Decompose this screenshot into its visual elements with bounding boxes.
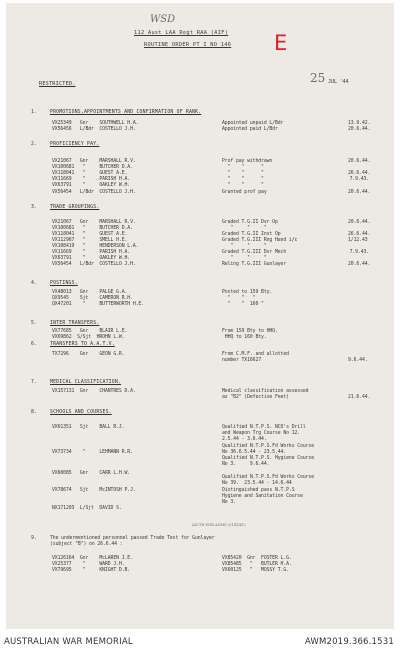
order-line: VX21067 Gnr MARSHALL R.V. [52, 220, 136, 225]
order-line: Distinguished pass N.T.P.S [222, 488, 295, 493]
order-line: " " 160 " [222, 302, 264, 307]
order-line: VX60085 Gnr CARR L.H.W. [52, 471, 131, 476]
handwritten-reference: WSD [150, 14, 176, 25]
order-line: Graded T.G.III Rng Hand i/c [222, 238, 298, 243]
order-line: HHQ to 160 Bty. [222, 335, 267, 340]
order-line: Graded T.G.II Dvr Op [222, 220, 278, 225]
red-letter-mark: E [274, 31, 288, 55]
order-line: 8. [31, 410, 37, 415]
order-line: TX7296 Gnr GEON G.R. [52, 352, 125, 357]
footer-source: AUSTRALIAN WAR MEMORIAL [4, 637, 133, 647]
footer-bar [0, 631, 400, 653]
order-line: as "B2" (Defective Feet) [222, 395, 289, 400]
order-line: VX77685 Gnr BLAIR L.E. [52, 329, 128, 334]
order-line: 1/12.43 [348, 238, 368, 243]
order-line: Graded T.G.III Dvr Mech [222, 250, 287, 255]
section-heading: PROFICIENCY PAY. [50, 142, 100, 147]
order-line: Graded T.G.II Inst Op [222, 232, 281, 237]
order-line: 5. [31, 321, 37, 326]
handwritten-authority-note: (AUTH FOR ADMS-2/141/41) [192, 523, 246, 527]
order-line: VX118041 " GUEST A.E. [52, 171, 128, 176]
order-line: VX126164 Gnr McLAREN J.E. [52, 556, 133, 561]
order-line: The undermentioned personnel passed Trade Test for Gunlayer [50, 536, 215, 541]
order-line: 3. [31, 205, 37, 210]
order-line: 7. [31, 380, 37, 385]
order-line: 20.6.44. [348, 220, 371, 225]
order-line: VX25349 Gnr SOUTHWELL H.A. [52, 121, 139, 126]
order-line: VX78674 Sjt McINTOSH P.J. [52, 488, 136, 493]
section-heading: PROMOTIONS,APPOINTMENTS AND CONFIRMATION OF RANK. [50, 110, 202, 115]
order-line: Prof pay withdrawn [222, 159, 273, 164]
order-line: 4. [31, 281, 37, 286]
order-line: Granted prof pay [222, 190, 267, 195]
section-heading: TRANSFERS TO A.A.T.V. [50, 342, 115, 347]
order-line: QX9545 Sjt CAMERON R.H. [52, 296, 133, 301]
order-line: " " " [222, 183, 264, 188]
order-line: VX63791 " OAKLEY W.H. [52, 256, 131, 261]
order-line: VX100681 " BUTCHER D.A. [52, 226, 133, 231]
order-line: VX48013 Gnr PALGE G.A. [52, 290, 128, 295]
order-line: 20.6.44. [348, 127, 371, 132]
footer-catalog-id: AWM2019.366.1531 [304, 637, 394, 647]
order-line: VX56454 L/Bdr COSTELLO J.H. [52, 190, 136, 195]
order-line: From 159 Bty to HHQ. [222, 329, 278, 334]
order-line: " " " [222, 177, 264, 182]
order-line: Appointed unpaid L/Bdr [222, 121, 284, 126]
order-line: No 39. 23.5.44 - 14.6.44 [222, 481, 292, 486]
order-line: number TX16627 [222, 358, 262, 363]
order-line: and Weapon Trg Course No 12. [222, 431, 301, 436]
order-line: VX61351 Sjt BALL R.J. [52, 425, 125, 430]
order-line: VX63791 " OAKLEY W.H. [52, 183, 131, 188]
order-line: VX25377 " WARD J.H. [52, 562, 125, 567]
order-line: " " " [222, 244, 267, 249]
document-title: 112 Aust LAA Regt RAA (AIF) [134, 30, 229, 36]
order-line: 7.9.43. [344, 250, 370, 255]
order-line: 9.6.44. [348, 358, 368, 363]
section-heading: TRADE GROUPINGS. [50, 205, 100, 210]
order-line: 21.6.44. [348, 395, 371, 400]
order-line: Reling T.G.III Gunlayer [222, 262, 287, 267]
order-line: VX56454 L/Bdr COSTELLO J.H. [52, 262, 136, 267]
order-line: VX21067 Gnr MARSHALL R.V. [52, 159, 136, 164]
order-line: VX118041 " GUEST A.E. [52, 232, 128, 237]
order-line: VX108419 " HENDERSON L.A. [52, 244, 139, 249]
order-line: VX157131 Gnr CHANTRES D.A. [52, 389, 136, 394]
order-line: " " " [222, 296, 256, 301]
order-line: VX69862 S/Sjt HROHN L.W. [52, 335, 125, 340]
document-page [6, 3, 394, 629]
order-line: Appointed paid L/Bdr [222, 127, 278, 132]
order-line: No 3. [222, 500, 236, 505]
order-line: VX11669 " PARISH H.A. [52, 177, 131, 182]
order-line: 13.9.42. [348, 121, 371, 126]
order-line: VX85420 Gnr FOSTER L.G. [222, 556, 292, 561]
order-line: " " " [222, 256, 267, 261]
order-line: VX85485 " BUTLER H.A. [222, 562, 292, 567]
document-subtitle: ROUTINE ORDER PT I NO 146 [144, 42, 232, 48]
order-line: " " " [222, 171, 264, 176]
order-line: Medical classification assessed [222, 389, 309, 394]
order-line: (subject "B") on 26.6.44 : [50, 542, 123, 547]
order-line: VX56456 L/Bdr COSTELLO J.H. [52, 127, 136, 132]
order-line: 7.9.43. [344, 177, 370, 182]
order-line: VX73734 " LEHMANN R.R. [52, 450, 133, 455]
order-line: 2. [31, 142, 37, 147]
order-line: 1. [31, 110, 37, 115]
restricted-label: RESTRICTED. [39, 81, 76, 87]
order-line: 2.5.44 - 3.6.44. [222, 437, 267, 442]
section-heading: INTER TRANSFERS. [50, 321, 100, 326]
order-line: VX112967 " SMELL H.E. [52, 238, 128, 243]
order-line: Qualified N.T.P.S. NCO's Drill [222, 425, 306, 430]
order-line: No 3. 9.6.44. [222, 462, 270, 467]
order-line: From C.M.F. and allotted [222, 352, 289, 357]
section-heading: MEDICAL CLASSIFICATION. [50, 380, 122, 385]
order-line: NX171203 L/Sjt DAVID S. [52, 506, 122, 511]
order-line: " " " [222, 165, 264, 170]
order-line: VX11669 " PARISH H.A. [52, 250, 131, 255]
section-heading: SCHOOLS AND COURSES. [50, 410, 112, 415]
order-line: Posted to 159 Bty. [222, 290, 273, 295]
order-line: 26.6.44. [348, 232, 371, 237]
order-line: Qualified N.T.P.S.Fd Works Course [222, 444, 315, 449]
order-line: VX60125 " MOSSY T.G. [222, 568, 289, 573]
order-line: VX100681 " BUTCHER D.A. [52, 165, 133, 170]
order-line: Hygiene and Sanitation Course [222, 494, 303, 499]
order-line: VX79695 " KNIGHT D.B. [52, 568, 131, 573]
order-line: 26.6.44. [348, 171, 371, 176]
order-line: 9. [31, 536, 37, 541]
order-line: 6. [31, 342, 37, 347]
order-line: No 36.6.5.44 - 23.5.44. [222, 450, 287, 455]
section-heading: POSTINGS. [50, 281, 78, 286]
date-stamp-month: JUL '44 [328, 79, 349, 85]
order-line: 20.6.44. [348, 262, 371, 267]
order-line: 20.6.44. [348, 190, 371, 195]
order-line: Qualified N.T.P.S. Hygiene Course [222, 456, 315, 461]
order-line: QX47201 " BUTTERWORTH H.E. [52, 302, 145, 307]
date-stamp-day: 25 [310, 71, 326, 85]
order-line: Qualified N.T.P.S.Fd Works Course [222, 475, 315, 480]
order-line: " " " [222, 226, 267, 231]
order-line: 20.6.44. [348, 159, 371, 164]
